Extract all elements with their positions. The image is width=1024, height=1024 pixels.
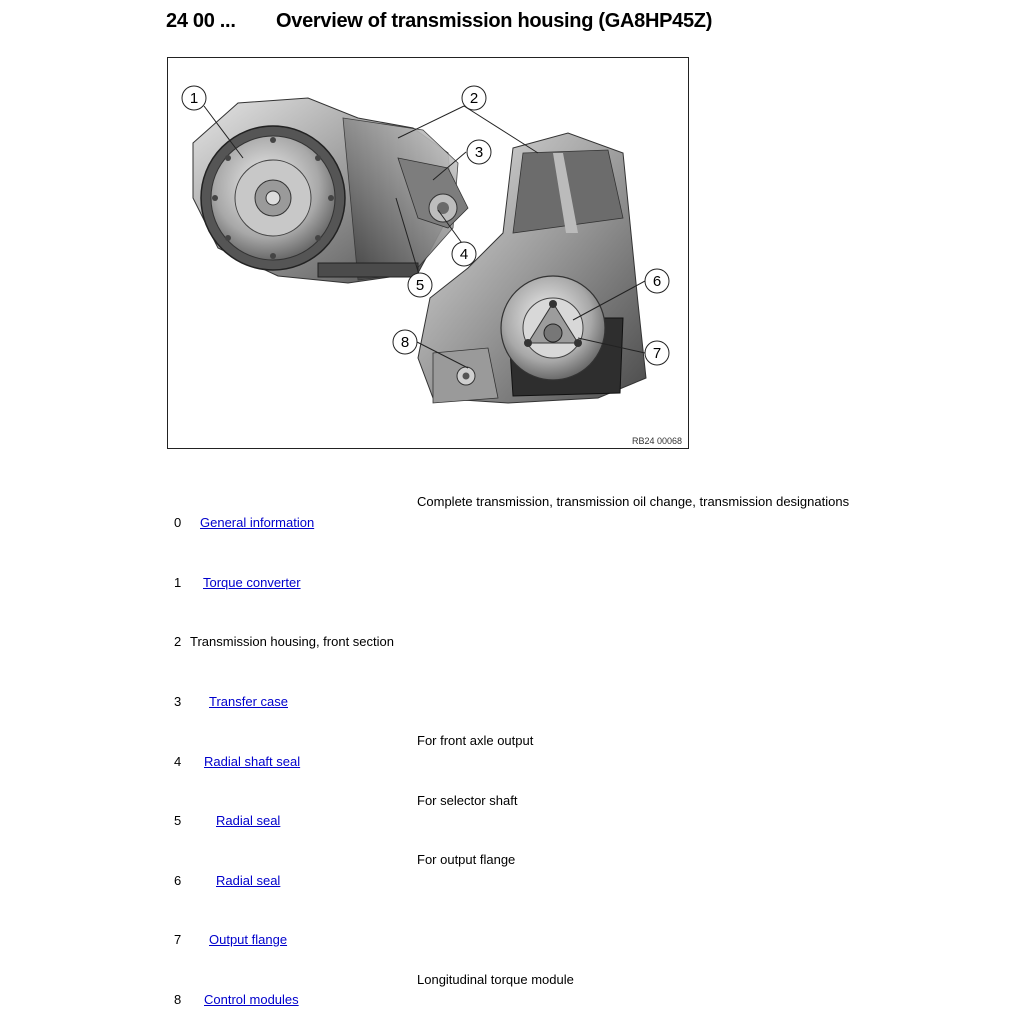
svg-text:6: 6 xyxy=(652,273,662,290)
link-radial-seal-output[interactable]: Radial seal xyxy=(216,873,281,888)
svg-text:2: 2 xyxy=(469,90,479,107)
link-general-information[interactable]: General information xyxy=(200,515,315,530)
item-number: 2 xyxy=(174,634,182,649)
item-number: 0 xyxy=(174,515,182,530)
svg-text:3: 3 xyxy=(474,144,484,161)
left-transmission xyxy=(193,98,468,283)
note-radial-seal-output: For output flange xyxy=(417,852,516,867)
note-control-modules: Longitudinal torque module xyxy=(417,972,574,987)
callout-2 xyxy=(462,86,486,110)
callout-4 xyxy=(452,242,476,266)
item-transmission-housing: Transmission housing, front section xyxy=(190,634,395,649)
link-transfer-case[interactable]: Transfer case xyxy=(209,694,288,709)
page-title: Overview of transmission housing (GA8HP45Z) xyxy=(276,10,713,32)
item-number: 3 xyxy=(174,694,182,709)
link-control-modules[interactable]: Control modules xyxy=(204,992,299,1007)
callout-1 xyxy=(182,86,206,110)
item-number: 7 xyxy=(174,932,182,947)
link-output-flange[interactable]: Output flange xyxy=(209,932,288,947)
section-code: 24 00 ... xyxy=(166,10,236,32)
svg-text:5: 5 xyxy=(415,277,425,294)
callout-8 xyxy=(393,330,417,354)
callout-3 xyxy=(467,140,491,164)
link-radial-seal-selector[interactable]: Radial seal xyxy=(216,813,281,828)
item-number: 6 xyxy=(174,873,182,888)
note-radial-shaft-seal: For front axle output xyxy=(417,733,534,748)
transmission-drawing xyxy=(168,58,688,448)
transmission-illustration xyxy=(167,57,689,449)
callout-7 xyxy=(645,341,669,365)
item-number: 1 xyxy=(174,575,182,590)
svg-text:1: 1 xyxy=(189,90,199,107)
callout-5 xyxy=(408,273,432,297)
callout-6 xyxy=(645,269,669,293)
item-number: 4 xyxy=(174,754,182,769)
item-number: 5 xyxy=(174,813,182,828)
item-number: 8 xyxy=(174,992,182,1007)
svg-text:4: 4 xyxy=(459,246,469,263)
figure-reference: RB24 00068 xyxy=(631,436,682,446)
note-general-information: Complete transmission, transmission oil change, transmission designations xyxy=(417,494,850,509)
svg-text:8: 8 xyxy=(400,334,410,351)
link-torque-converter[interactable]: Torque converter xyxy=(203,575,301,590)
link-radial-shaft-seal[interactable]: Radial shaft seal xyxy=(204,754,301,769)
note-radial-seal-selector: For selector shaft xyxy=(417,793,518,808)
svg-text:7: 7 xyxy=(652,345,662,362)
